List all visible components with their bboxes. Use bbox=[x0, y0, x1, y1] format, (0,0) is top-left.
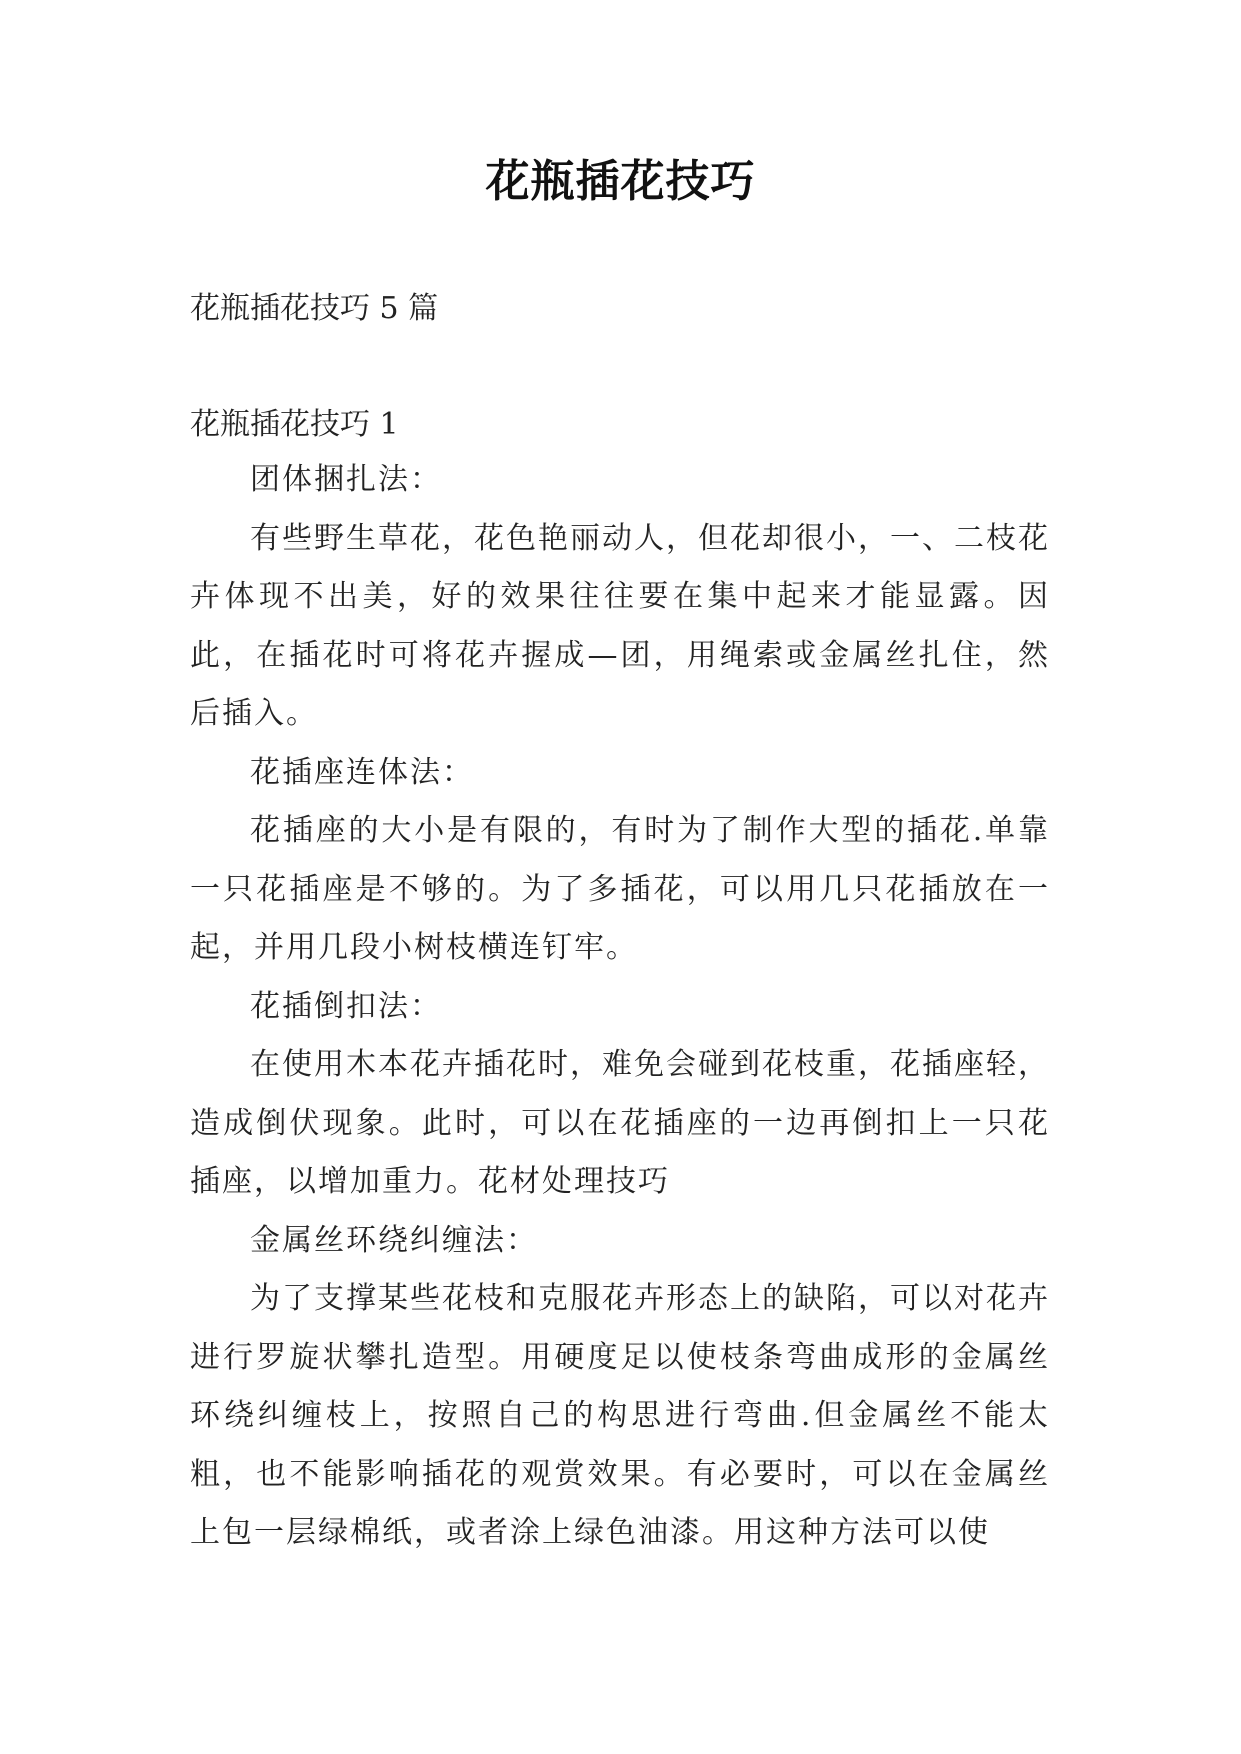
document-title: 花瓶插花技巧 bbox=[485, 156, 756, 207]
method-paragraph-bundling: 有些野生草花，花色艳丽动人，但花却很小，一、二枝花卉体现不出美，好的效果往往要在集中起来才能显露。因此，在插花时可将花卉握成—团，用绳索或金属丝扎住，然后插入。 bbox=[190, 520, 1050, 731]
section-heading: 花瓶插花技巧 1 bbox=[190, 407, 399, 442]
method-heading-connected-holder: 花插座连体法： bbox=[250, 754, 474, 790]
document-subtitle: 花瓶插花技巧 5 篇 bbox=[190, 291, 439, 326]
method-heading-bundling: 团体捆扎法： bbox=[250, 462, 442, 497]
method-heading-inverted-holder: 花插倒扣法： bbox=[250, 988, 442, 1024]
method-paragraph-connected-holder: 花插座的大小是有限的，有时为了制作大型的插花.单靠一只花插座是不够的。为了多插花，可以用几只花插放在一起，并用几段小树枝横连钉牢。 bbox=[190, 813, 1050, 965]
method-paragraph-inverted-holder: 在使用木本花卉插花时，难免会碰到花枝重，花插座轻，造成倒伏现象。此时，可以在花插座的一边再倒扣上一只花插座，以增加重力。花材处理技巧 bbox=[190, 1047, 1050, 1199]
body-block bbox=[190, 451, 1050, 1563]
document-body bbox=[190, 289, 1050, 1563]
method-heading-wire-wrapping: 金属丝环绕纠缠法： bbox=[250, 1222, 538, 1258]
method-paragraph-wire-wrapping: 为了支撑某些花枝和克服花卉形态上的缺陷，可以对花卉进行罗旋状攀扎造型。用硬度足以使枝条弯曲成形的金属丝环绕纠缠枝上，按照自己的构思进行弯曲.但金属丝不能太粗，也不能影响插花的观赏效果。有必要时，可以在金属丝上包一层绿棉纸，或者涂上绿色油漆。用这种方法可以使 bbox=[190, 1281, 1050, 1550]
